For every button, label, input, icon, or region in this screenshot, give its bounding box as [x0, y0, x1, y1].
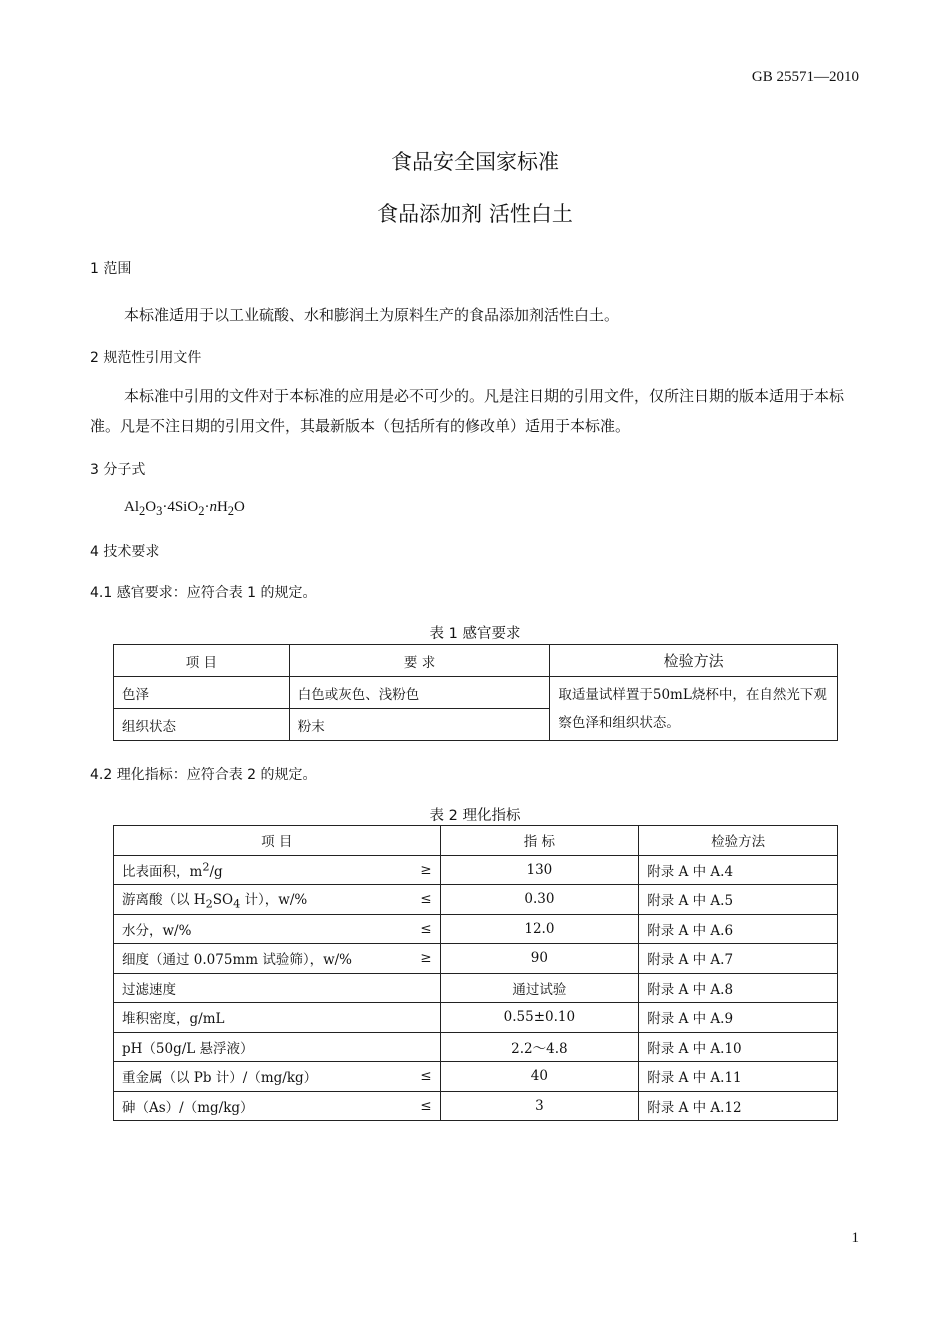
- table-cell-item: pH（50g/L 悬浮液）: [114, 1032, 441, 1062]
- table-row: [114, 855, 838, 885]
- section-3-heading: 3 分子式: [90, 462, 146, 478]
- table-cell-method: 附录 A 中 A.9: [639, 1003, 838, 1033]
- table-cell-item: 堆积密度，g/mL: [114, 1003, 441, 1033]
- table-cell-item: 游离酸（以 $H_2SO_4$ 计），w/% ≤: [114, 885, 441, 915]
- table-cell-method: 附录 A 中 A.5: [639, 885, 838, 915]
- table-cell-method: 附录 A 中 A.6: [639, 914, 838, 944]
- table-cell-requirement: 白色或灰色、浅粉色: [289, 677, 550, 709]
- document-subtitle: 食品添加剂 活性白土: [377, 202, 573, 226]
- table-row: [114, 1003, 838, 1033]
- table-row: [114, 914, 838, 944]
- section-1-heading: 1 范围: [90, 261, 132, 277]
- table-cell-item: 重金属（以 Pb 计）/（mg/kg） ≤: [114, 1062, 441, 1092]
- table-cell-item: 水分，w/% ≤: [114, 914, 441, 944]
- standard-code: GB 25571—2010: [751, 69, 859, 85]
- table-cell-value: 130: [440, 855, 639, 885]
- table-2-caption: 表 2 理化指标: [429, 808, 521, 824]
- table-cell-method: 取适量试样置于50mL烧杯中，在自然光下观察色泽和组织状态。: [550, 677, 838, 741]
- comparison-sign: ≤: [420, 920, 432, 937]
- section-4-heading: 4 技术要求: [90, 544, 160, 560]
- table-cell-value: 90: [440, 944, 639, 974]
- table-cell-method: 附录 A 中 A.11: [639, 1062, 838, 1092]
- table-cell-method: 附录 A 中 A.7: [639, 944, 838, 974]
- section-2-heading: 2 规范性引用文件: [90, 350, 202, 366]
- table-1-sensory-requirements: [113, 644, 838, 741]
- comparison-sign: ≤: [420, 1068, 432, 1085]
- table-header-requirement: 要 求: [289, 645, 550, 677]
- table-header-method: 检验方法: [639, 826, 838, 856]
- table-row: [114, 1032, 838, 1062]
- comparison-sign: ≤: [420, 1097, 432, 1114]
- table-cell-item: 比表面积，$m^2/g$ ≥: [114, 855, 441, 885]
- table-cell-method: 附录 A 中 A.10: [639, 1032, 838, 1062]
- table-cell-value: 2.2～4.8: [440, 1032, 639, 1062]
- table-cell-method: 附录 A 中 A.12: [639, 1091, 838, 1121]
- table-header-item: 项 目: [114, 826, 441, 856]
- table-cell-value: 0.30: [440, 885, 639, 915]
- section-2-text: 本标准中引用的文件对于本标准的应用是必不可少的。凡是注日期的引用文件，仅所注日期的版本适用于本标准。凡是不注日期的引用文件，其最新版本（包括所有的修改单）适用于本标准。: [90, 387, 845, 435]
- table-header-method: 检验方法: [550, 645, 838, 677]
- table-cell-item: 色泽: [114, 677, 290, 709]
- table-cell-item: 砷（As）/（mg/kg） ≤: [114, 1091, 441, 1121]
- table-row: [114, 944, 838, 974]
- table-2-physicochemical-indicators: [113, 825, 838, 1121]
- table-cell-value: 12.0: [440, 914, 639, 944]
- table-header-indicator: 指 标: [440, 826, 639, 856]
- table-row: [114, 973, 838, 1003]
- table-header-item: 项 目: [114, 645, 290, 677]
- table-cell-item: 细度（通过 0.075mm 试验筛），w/% ≥: [114, 944, 441, 974]
- page-number: 1: [851, 1230, 859, 1246]
- molecular-formula: $Al_2O_3\cdot 4SiO_2\cdot nH_2O$: [124, 499, 245, 518]
- comparison-sign: ≤: [420, 891, 432, 908]
- table-cell-method: 附录 A 中 A.4: [639, 855, 838, 885]
- document-title: 食品安全国家标准: [391, 150, 559, 174]
- table-cell-value: 3: [440, 1091, 639, 1121]
- comparison-sign: ≥: [420, 950, 432, 967]
- table-cell-value: 0.55±0.10: [440, 1003, 639, 1033]
- section-4-1-heading: 4.1 感官要求：应符合表 1 的规定。: [90, 585, 317, 601]
- table-cell-requirement: 粉末: [289, 709, 550, 741]
- table-row: [114, 1062, 838, 1092]
- table-cell-item: 过滤速度: [114, 973, 441, 1003]
- table-cell-item: 组织状态: [114, 709, 290, 741]
- table-cell-value: 40: [440, 1062, 639, 1092]
- table-1-caption: 表 1 感官要求: [429, 626, 521, 642]
- table-cell-value: 通过试验: [440, 973, 639, 1003]
- table-row: [114, 1091, 838, 1121]
- comparison-sign: ≥: [420, 861, 432, 878]
- section-4-2-heading: 4.2 理化指标：应符合表 2 的规定。: [90, 767, 317, 783]
- table-row: [114, 885, 838, 915]
- section-1-text: 本标准适用于以工业硫酸、水和膨润土为原料生产的食品添加剂活性白土。: [124, 306, 620, 324]
- table-cell-method: 附录 A 中 A.8: [639, 973, 838, 1003]
